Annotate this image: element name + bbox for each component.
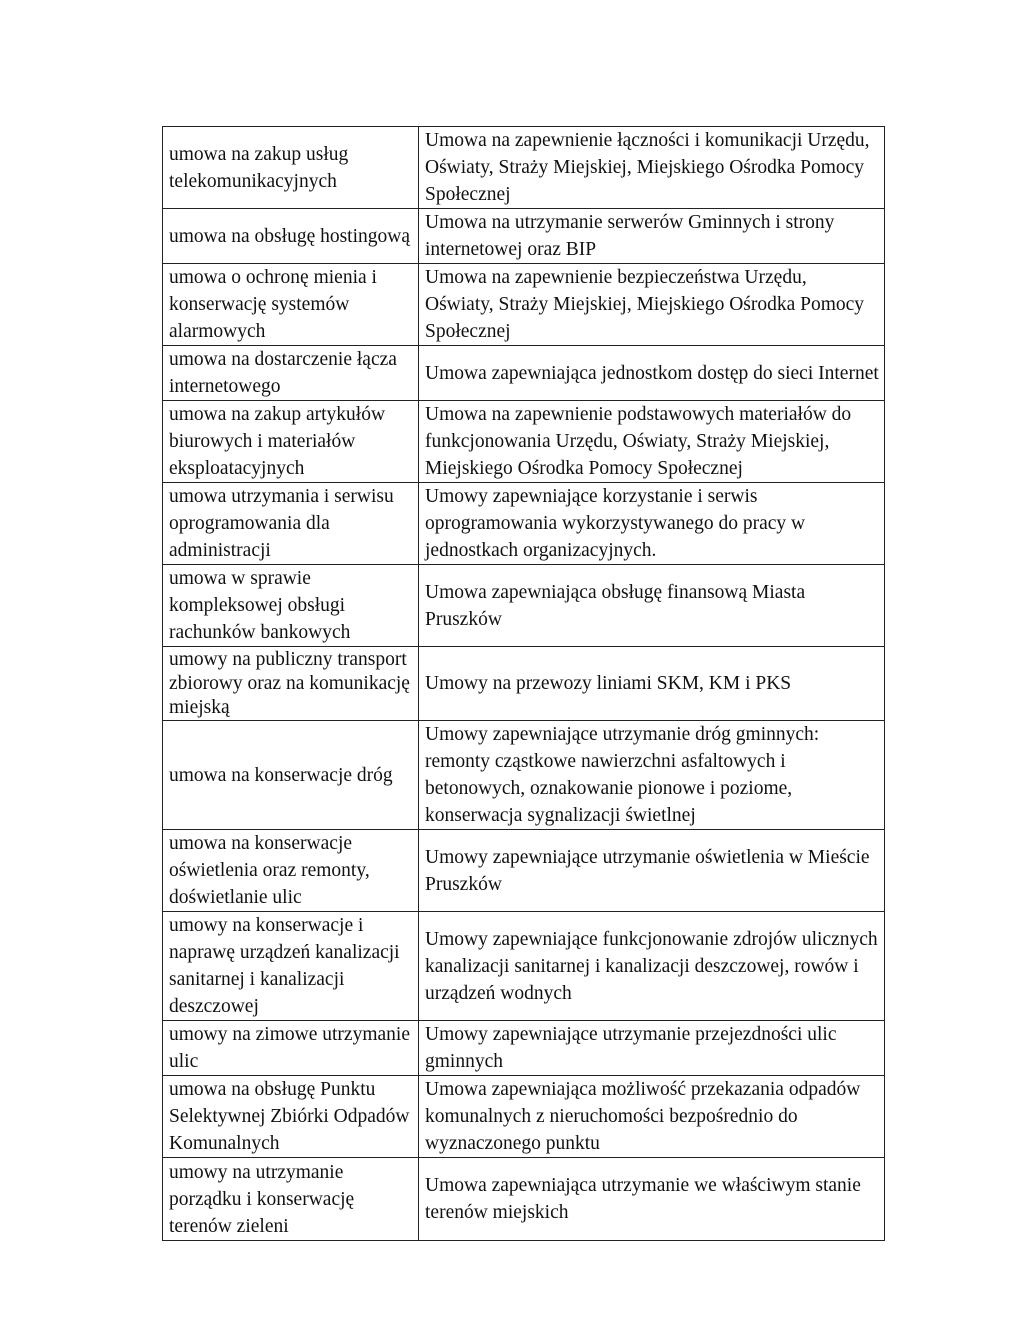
table-row: [163, 830, 885, 912]
table-row: [163, 721, 885, 830]
contract-description-cell: Umowa zapewniająca obsługę finansową Miasta Pruszków: [419, 565, 885, 647]
table-row: [163, 346, 885, 401]
contract-description-cell: Umowy zapewniające utrzymanie dróg gminnych: remonty cząstkowe nawierzchni asfaltowych i betonowych, oznakowanie pionowe i poziome, konserwacja sygnalizacji świetlnej: [419, 721, 885, 830]
contract-description-cell: Umowa zapewniająca możliwość przekazania odpadów komunalnych z nieruchomości bezpośrednio do wyznaczonego punktu: [419, 1076, 885, 1158]
contract-type-cell: umowa na konserwacje oświetlenia oraz remonty, doświetlanie ulic: [163, 830, 419, 912]
contract-type-cell: umowa na dostarczenie łącza internetowego: [163, 346, 419, 401]
contract-type-cell: umowy na publiczny transport zbiorowy oraz na komunikację miejską: [163, 647, 419, 721]
contract-type-cell: umowa o ochronę mienia i konserwację systemów alarmowych: [163, 264, 419, 346]
contract-type-cell: umowy na utrzymanie porządku i konserwację terenów zieleni: [163, 1158, 419, 1241]
contract-type-cell: umowa na konserwacje dróg: [163, 721, 419, 830]
contract-description-cell: Umowa na utrzymanie serwerów Gminnych i strony internetowej oraz BIP: [419, 209, 885, 264]
table-row: [163, 912, 885, 1021]
table-row: [163, 127, 885, 209]
table-row: [163, 209, 885, 264]
contract-description-cell: Umowy zapewniające korzystanie i serwis oprogramowania wykorzystywanego do pracy w jednostkach organizacyjnych.: [419, 483, 885, 565]
contract-description-cell: Umowa na zapewnienie łączności i komunikacji Urzędu, Oświaty, Straży Miejskiej, Miejskiego Ośrodka Pomocy Społecznej: [419, 127, 885, 209]
contract-description-cell: Umowa na zapewnienie podstawowych materiałów do funkcjonowania Urzędu, Oświaty, Straży Miejskiej, Miejskiego Ośrodka Pomocy Społecznej: [419, 401, 885, 483]
contract-type-cell: umowa w sprawie kompleksowej obsługi rachunków bankowych: [163, 565, 419, 647]
contract-description-cell: Umowa na zapewnienie bezpieczeństwa Urzędu, Oświaty, Straży Miejskiej, Miejskiego Ośrodka Pomocy Społecznej: [419, 264, 885, 346]
table-row: [163, 647, 885, 721]
contract-description-cell: Umowy zapewniające utrzymanie oświetlenia w Mieście Pruszków: [419, 830, 885, 912]
contract-type-cell: umowa na obsługę Punktu Selektywnej Zbiórki Odpadów Komunalnych: [163, 1076, 419, 1158]
contract-description-cell: Umowa zapewniająca jednostkom dostęp do sieci Internet: [419, 346, 885, 401]
table-row: [163, 1021, 885, 1076]
table-row: [163, 1076, 885, 1158]
contract-description-cell: Umowy na przewozy liniami SKM, KM i PKS: [419, 647, 885, 721]
contract-type-cell: umowa na zakup artykułów biurowych i materiałów eksploatacyjnych: [163, 401, 419, 483]
table-row: [163, 264, 885, 346]
contracts-table: [162, 126, 885, 1241]
contract-description-cell: Umowy zapewniające funkcjonowanie zdrojów ulicznych kanalizacji sanitarnej i kanalizacji deszczowej, rowów i urządzeń wodnych: [419, 912, 885, 1021]
contract-type-cell: umowa utrzymania i serwisu oprogramowania dla administracji: [163, 483, 419, 565]
table-row: [163, 401, 885, 483]
contract-type-cell: umowa na zakup usług telekomunikacyjnych: [163, 127, 419, 209]
contract-type-cell: umowa na obsługę hostingową: [163, 209, 419, 264]
contract-description-cell: Umowa zapewniająca utrzymanie we właściwym stanie terenów miejskich: [419, 1158, 885, 1241]
table-row: [163, 483, 885, 565]
table-row: [163, 565, 885, 647]
contract-type-cell: umowy na zimowe utrzymanie ulic: [163, 1021, 419, 1076]
table-row: [163, 1158, 885, 1241]
contract-type-cell: umowy na konserwacje i naprawę urządzeń kanalizacji sanitarnej i kanalizacji deszczowej: [163, 912, 419, 1021]
contract-description-cell: Umowy zapewniające utrzymanie przejezdności ulic gminnych: [419, 1021, 885, 1076]
